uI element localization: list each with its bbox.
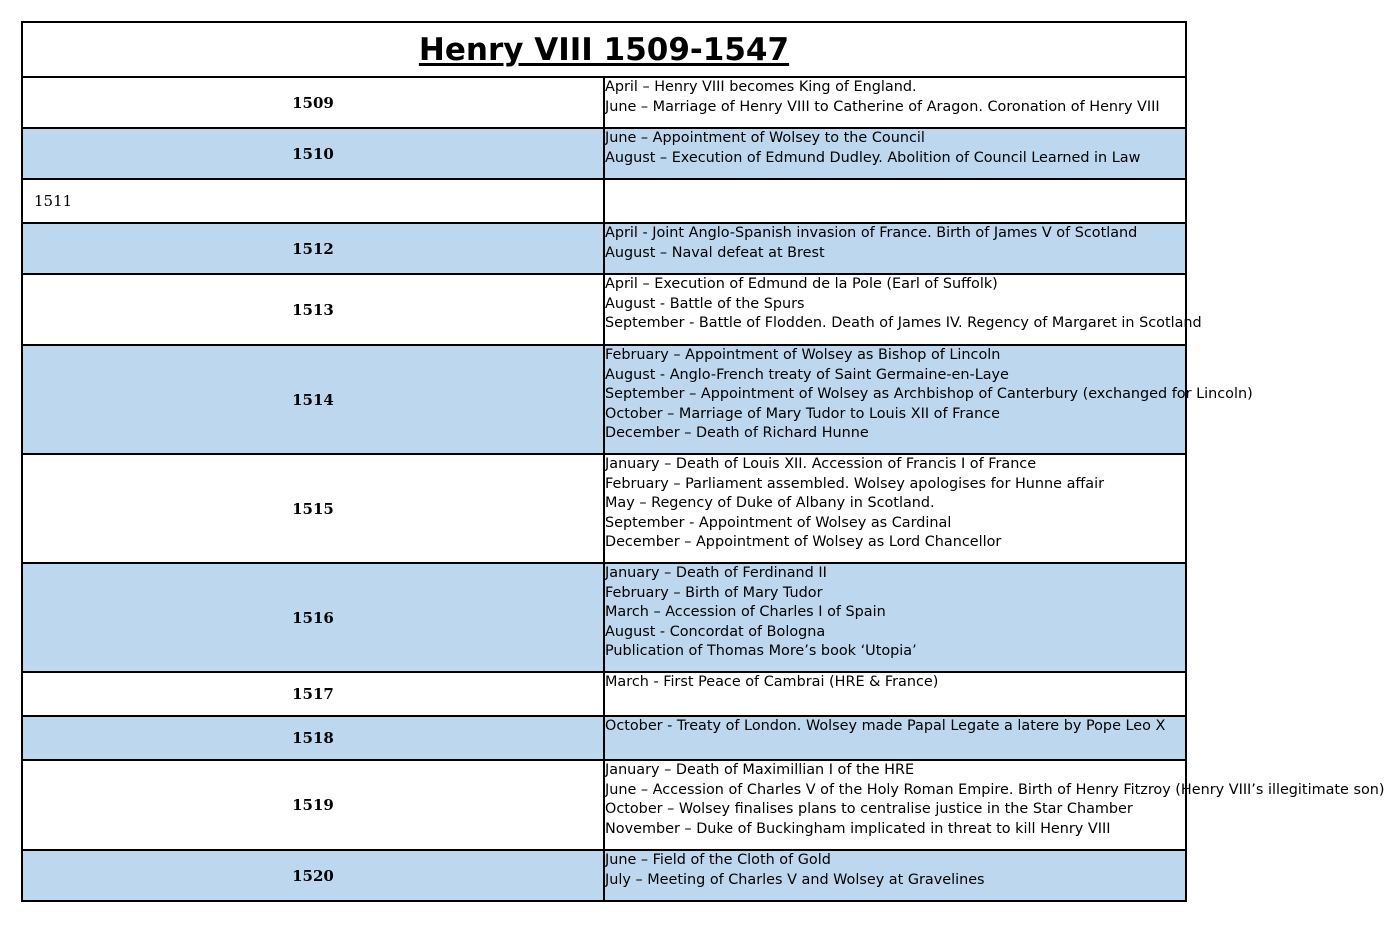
- table-row: [22, 672, 1186, 716]
- year-cell: 1517: [22, 672, 604, 716]
- events-cell: [604, 128, 1186, 179]
- event-line: September - Appointment of Wolsey as Cardinal: [605, 514, 952, 531]
- page-title: Henry VIII 1509-1547: [418, 31, 790, 68]
- event-line: August - Concordat of Bologna: [605, 623, 826, 640]
- event-line: April – Henry VIII becomes King of England.: [605, 79, 917, 95]
- table-row: [22, 716, 1186, 760]
- event-line: October – Marriage of Mary Tudor to Louis XII of France: [605, 405, 1000, 422]
- event-line: August - Anglo-French treaty of Saint Germaine-en-Laye: [605, 366, 1009, 383]
- event-line: January – Death of Maximillian I of the HRE: [605, 762, 915, 778]
- table-row: [22, 563, 1186, 672]
- event-line: October - Treaty of London. Wolsey made Papal Legate a latere by Pope Leo X: [605, 718, 1166, 734]
- events-cell: [604, 454, 1186, 563]
- event-line: August – Execution of Edmund Dudley. Abolition of Council Learned in Law: [605, 149, 1141, 166]
- event-line: September – Appointment of Wolsey as Archbishop of Canterbury (exchanged for Lincoln): [605, 386, 1253, 402]
- event-line: July – Meeting of Charles V and Wolsey at Gravelines: [605, 871, 985, 888]
- events-cell: [604, 760, 1385, 850]
- event-line: Publication of Thomas More’s book ‘Utopia’: [605, 643, 917, 659]
- event-line: February – Parliament assembled. Wolsey apologises for Hunne affair: [605, 475, 1105, 492]
- timeline-table: [21, 21, 1385, 902]
- event-line: June – Accession of Charles V of the Holy Roman Empire. Birth of Henry Fitzroy (Henry VIII’s illegitimate son): [605, 781, 1385, 798]
- event-line: February – Birth of Mary Tudor: [605, 584, 823, 601]
- year-cell: 1519: [22, 760, 604, 850]
- event-line: June – Field of the Cloth of Gold: [605, 852, 831, 868]
- event-line: February – Appointment of Wolsey as Bishop of Lincoln: [605, 347, 1001, 363]
- table-row: [22, 850, 1186, 901]
- year-cell: 1509: [22, 77, 604, 128]
- title-row: [22, 22, 1186, 77]
- table-row: [22, 454, 1186, 563]
- table-row: [22, 179, 1186, 223]
- event-line: April – Execution of Edmund de la Pole (Earl of Suffolk): [605, 276, 998, 292]
- events-cell: [604, 345, 1253, 454]
- event-line: December – Death of Richard Hunne: [605, 425, 869, 441]
- year-cell: 1511: [22, 179, 604, 223]
- event-line: November – Duke of Buckingham implicated in threat to kill Henry VIII: [605, 820, 1111, 837]
- events-cell: [604, 850, 1186, 901]
- event-line: March - First Peace of Cambrai (HRE & France): [605, 674, 939, 690]
- year-cell: 1510: [22, 128, 604, 179]
- year-cell: 1514: [22, 345, 604, 454]
- events-cell: [604, 77, 1186, 128]
- table-row: [22, 274, 1186, 345]
- event-line: March – Accession of Charles I of Spain: [605, 604, 886, 620]
- events-cell: [604, 672, 1186, 716]
- event-line: December – Appointment of Wolsey as Lord Chancellor: [605, 534, 1002, 550]
- event-line: August – Naval defeat at Brest: [605, 244, 825, 261]
- year-cell: 1512: [22, 223, 604, 274]
- event-line: May – Regency of Duke of Albany in Scotland.: [605, 495, 935, 511]
- table-row: [22, 760, 1186, 850]
- event-line: April - Joint Anglo-Spanish invasion of France. Birth of James V of Scotland: [605, 225, 1138, 241]
- year-cell: 1515: [22, 454, 604, 563]
- events-cell: [604, 179, 1186, 223]
- events-cell: [604, 716, 1186, 760]
- event-line: August - Battle of the Spurs: [605, 295, 805, 312]
- table-row: [22, 128, 1186, 179]
- event-line: June – Marriage of Henry VIII to Catherine of Aragon. Coronation of Henry VIII: [605, 98, 1160, 115]
- events-cell: [604, 274, 1202, 345]
- event-line: January – Death of Louis XII. Accession of Francis I of France: [605, 456, 1037, 472]
- year-cell: 1518: [22, 716, 604, 760]
- event-line: June – Appointment of Wolsey to the Council: [605, 130, 925, 146]
- event-line: October – Wolsey finalises plans to centralise justice in the Star Chamber: [605, 801, 1133, 817]
- events-cell: [604, 563, 1186, 672]
- year-cell: 1513: [22, 274, 604, 345]
- year-cell: 1520: [22, 850, 604, 901]
- table-row: [22, 345, 1186, 454]
- year-cell: 1516: [22, 563, 604, 672]
- events-cell: [604, 223, 1186, 274]
- table-row: [22, 223, 1186, 274]
- event-line: September - Battle of Flodden. Death of James IV. Regency of Margaret in Scotland: [605, 315, 1202, 331]
- event-line: January – Death of Ferdinand II: [605, 565, 827, 581]
- table-row: [22, 77, 1186, 128]
